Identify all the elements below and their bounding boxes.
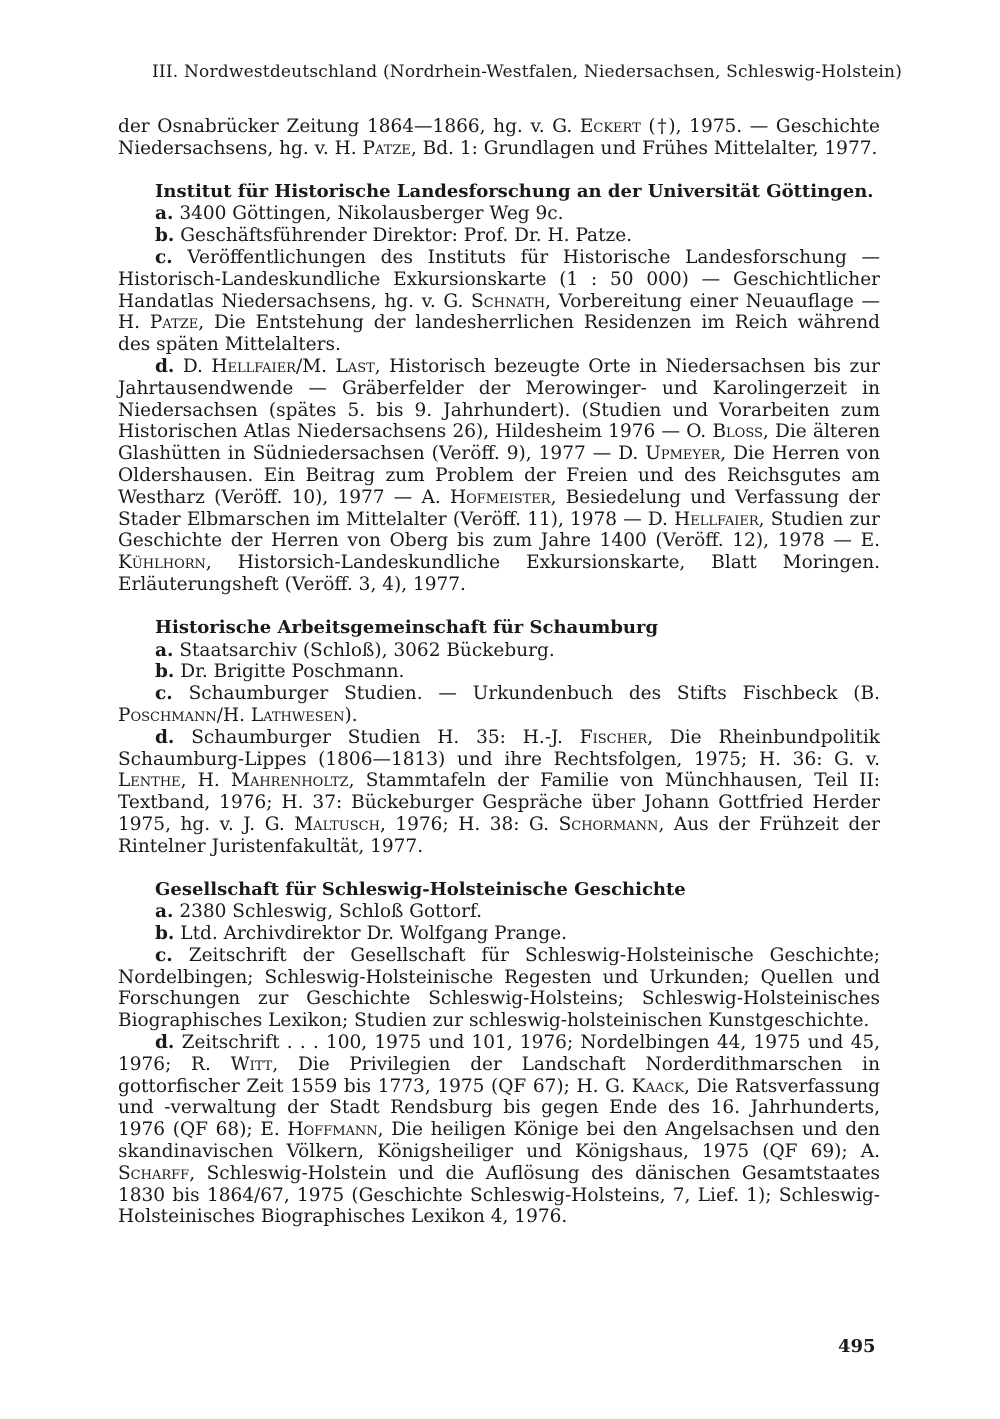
text-segment: , H. <box>180 770 231 792</box>
author-name: Poschmann <box>118 704 217 726</box>
author-name: Witt <box>230 1053 273 1075</box>
text-segment: , Historisch bezeugte Orte in Niedersachsen bis zur Jahrtausendwende — Gräberfelder der Merowinger- und Karolingerzeit in Niedersachsen (spätes 5. bis 9. Jahrhundert). (Studien und Vorarbeiten zum Historischen Atlas Niedersachsens 26), Hildesheim 1976 — O. <box>118 355 880 443</box>
text-segment: Veröffentlichungen des Instituts für Historische Landesforschung — Historisch-Landeskundliche Exkursionskarte (1 : 50 000) — Geschichtlicher Handatlas Niedersachsens, hg. v. G. <box>118 246 880 312</box>
text-segment: , Studien zur Geschichte der Herren von Oberg bis zum Jahre 1400 (Veröff. 12), 1978 — E. <box>118 508 880 552</box>
text-segment: /M. <box>295 355 336 377</box>
section-heading: Historische Arbeitsgemeinschaft für Schaumburg <box>155 616 659 638</box>
text-segment: , Stammtafeln der Familie von Münchhausen, Teil II: Textband, 1976; H. 37: Bückeburger Gespräche über Johann Gottfried Herder 1975, hg. v. J. G. <box>118 770 881 835</box>
text-segment: Zeitschrift . . . 100, 1975 und 101, 1976; Nordelbingen 44, 1975 und 45, 1976; R. <box>118 1032 880 1075</box>
text-segment: D. <box>182 355 212 377</box>
page-body <box>118 116 880 1249</box>
author-name: Patze <box>362 137 411 159</box>
section-heading: Institut für Historische Landesforschung an der Universität Göttingen. <box>155 180 874 202</box>
text-segment: , Die Entstehung der landesherrlichen Residenzen im Reich während des späten Mittelalters. <box>118 312 880 356</box>
text-segment: ). <box>344 704 358 726</box>
text-segment: (†), 1975. — Geschichte Niedersachsens, hg. v. H. <box>118 116 881 159</box>
entry-text: Zeitschrift der Gesellschaft für Schleswig-Holsteinische Geschichte; Nordelbingen; Schleswig-Holsteinische Regesten und Urkunden; Quellen und Forschungen zur Geschichte Schleswig-Holsteins; Schleswig-Holsteinisches Biographisches Lexikon; Studien zur schleswig-holsteinischen Kunstgeschichte. <box>118 944 880 1032</box>
author-name: Kühlhorn <box>118 552 206 574</box>
entry-a <box>118 640 880 662</box>
entry-text: Geschäftsführender Direktor: Prof. Dr. H. Patze. <box>180 225 633 247</box>
author-name: Hofmeister <box>449 486 551 508</box>
entry-label: b. <box>155 923 175 945</box>
entry-label: b. <box>155 661 175 683</box>
author-name: Last <box>335 355 375 377</box>
section-schleswig-holstein <box>118 879 880 1229</box>
entry-d <box>118 356 880 596</box>
entry-label: d. <box>155 726 175 748</box>
entry-label: b. <box>155 225 175 247</box>
section-institut-goettingen <box>118 181 880 596</box>
entry-text: Staatsarchiv (Schloß), 3062 Bückeburg. <box>179 639 555 661</box>
entry-label: c. <box>155 246 173 268</box>
text-segment: , Vorbereitung einer Neuauflage — H. <box>118 290 880 334</box>
running-head: III. Nordwestdeutschland (Nordrhein-Westfalen, Niedersachsen, Schleswig-Holstein) <box>152 62 903 82</box>
entry-a <box>118 901 880 923</box>
author-name: Lenthe <box>118 770 181 792</box>
text-segment: Schaumburger Studien. — Urkundenbuch des Stifts Fischbeck (B. <box>188 683 880 705</box>
text-segment: Schaumburger Studien H. 35: H.-J. <box>191 726 580 748</box>
author-name: Bloss <box>712 421 763 443</box>
author-name: Schnath <box>471 290 546 312</box>
author-name: Lathwesen <box>250 704 345 726</box>
text-segment: , Die Privilegien der Landschaft Norderdithmarschen in gottorfischer Zeit 1559 bis 1773, 1975 (QF 67); H. G. <box>118 1053 880 1097</box>
intro-paragraph <box>118 116 880 160</box>
text-segment: , Schleswig-Holstein und die Auflösung des dänischen Gesamtstaates 1830 bis 1864/67, 1975 (Geschichte Schleswig-Holsteins, 7, Lief. 1); Schleswig-Holsteinisches Biographisches Lexikon 4, 1976. <box>118 1162 880 1228</box>
author-name: Schormann <box>558 813 659 835</box>
author-name: Patze <box>149 312 199 334</box>
page-number: 495 <box>838 1336 876 1357</box>
entry-text: 3400 Göttingen, Nikolausberger Weg 9c. <box>179 203 564 225</box>
author-name: Eckert <box>579 116 641 137</box>
text-segment: , Die Ratsverfassung und -verwaltung der Stadt Rendsburg bis gegen Ende des 16. Jahrhunderts, 1976 (QF 68); E. <box>118 1075 880 1141</box>
text-segment: , Die älteren Glashütten in Südniedersachsen (Veröff. 9), 1977 — D. <box>118 421 880 465</box>
entry-a <box>118 203 880 225</box>
entry-c <box>118 683 880 727</box>
author-name: Mahrenholtz <box>231 770 349 792</box>
text-segment: , 1976; H. 38: G. <box>379 813 559 835</box>
entry-label: c. <box>155 944 173 966</box>
entry-label: a. <box>155 639 174 661</box>
entry-b <box>118 225 880 247</box>
entry-label: a. <box>155 901 174 923</box>
author-name: Hoffmann <box>287 1119 378 1141</box>
text-segment: , Aus der Frühzeit der Rintelner Juristenfakultät, 1977. <box>118 813 881 857</box>
entry-label: d. <box>155 355 175 377</box>
author-name: Upmeyer <box>645 443 721 465</box>
author-name: Scharff <box>118 1162 190 1184</box>
text-segment: , Historsich-Landeskundliche Exkursionskarte, Blatt Moringen. Erläuterungsheft (Veröff. 3, 4), 1977. <box>118 552 880 595</box>
entry-c <box>118 247 880 356</box>
entry-text: Ltd. Archivdirektor Dr. Wolfgang Prange. <box>180 923 567 945</box>
author-name: Fischer <box>579 726 648 748</box>
text-segment: , Die heiligen Könige bei den Angelsachsen und den skandinavischen Völkern, Königsheiliger und Königshaus, 1975 (QF 69); A. <box>118 1119 880 1163</box>
entry-c <box>118 945 880 1032</box>
text-segment: , Die Herren von Oldershausen. Ein Beitrag zum Problem der Freien und des Reichsgutes am Westharz (Veröff. 10), 1977 — A. <box>118 443 880 508</box>
entry-b <box>118 661 880 683</box>
text-segment: , Die Rheinbundpolitik Schaumburg-Lippes (1806—1813) und ihre Rechtsfolgen, 1975; H. 36: G. v. <box>118 726 880 770</box>
text-segment: , Bd. 1: Grundlagen und Frühes Mittelalter, 1977. <box>410 137 878 159</box>
author-name: Hellfaier <box>674 508 759 530</box>
text-segment: /H. <box>216 704 251 726</box>
intro-text <box>118 116 880 160</box>
text-segment: , Besiedelung und Verfassung der Stader Elbmarschen im Mittelalter (Veröff. 11), 1978 — D. <box>118 486 881 530</box>
section-schaumburg <box>118 617 880 858</box>
text-segment: der Osnabrücker Zeitung 1864—1866, hg. v. G. <box>118 116 580 137</box>
entry-b <box>118 923 880 945</box>
entry-label: c. <box>155 683 173 705</box>
section-heading: Gesellschaft für Schleswig-Holsteinische Geschichte <box>155 878 686 900</box>
author-name: Maltusch <box>294 813 380 835</box>
entry-label: d. <box>155 1032 175 1054</box>
author-name: Hellfaier <box>211 355 296 377</box>
entry-text: Dr. Brigitte Poschmann. <box>180 661 405 683</box>
entry-d <box>118 1032 880 1228</box>
entry-d <box>118 727 880 858</box>
author-name: Kaack <box>631 1075 685 1097</box>
entry-text: 2380 Schleswig, Schloß Gottorf. <box>179 901 483 923</box>
entry-label: a. <box>155 203 174 225</box>
